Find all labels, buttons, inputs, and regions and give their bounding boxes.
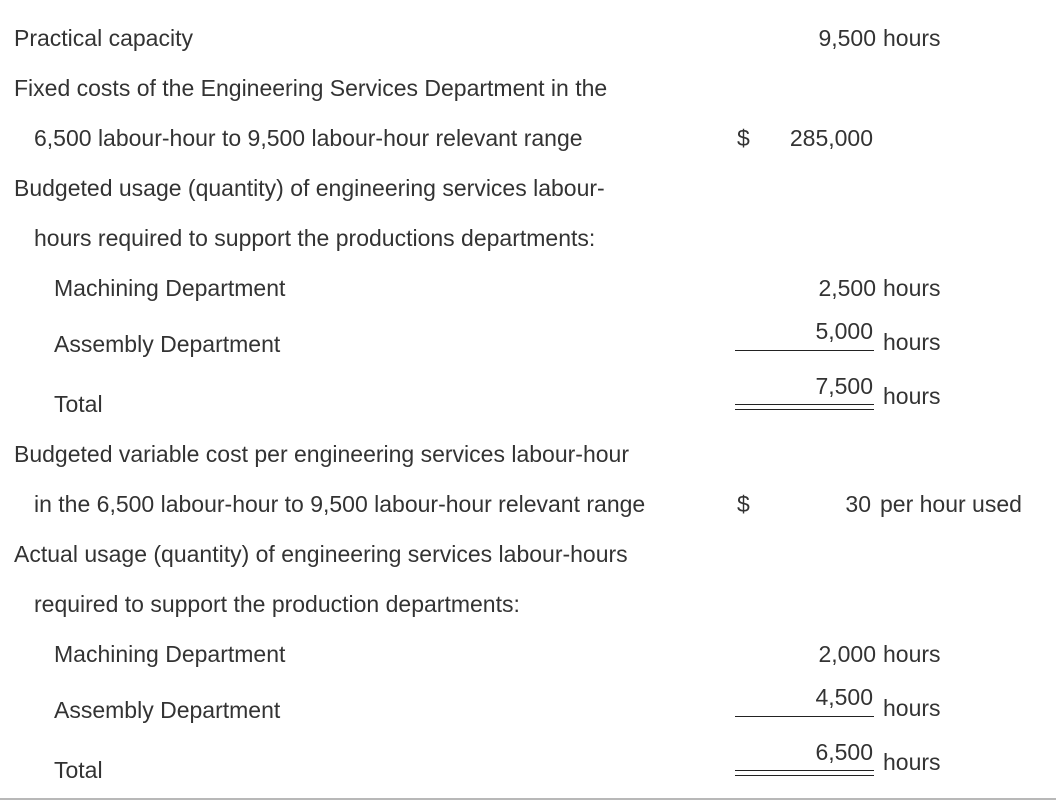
practical-capacity-unit: hours: [883, 25, 941, 51]
actual-usage-label-line2: required to support the production departments:: [34, 591, 520, 617]
budgeted-assembly-value: 5,000: [815, 318, 873, 344]
fixed-costs-value: 285,000: [789, 125, 873, 151]
budgeted-total-double-rule-bottom: [735, 409, 874, 410]
actual-total-value: 6,500: [815, 739, 873, 765]
variable-cost-unit: per hour used: [880, 491, 1022, 517]
variable-cost-value: 30: [845, 491, 871, 517]
page-bottom-border: [0, 798, 1056, 800]
fixed-costs-label-line1: Fixed costs of the Engineering Services Department in the: [14, 75, 608, 101]
practical-capacity-label: Practical capacity: [14, 25, 193, 51]
budgeted-machining-unit: hours: [883, 275, 941, 301]
budgeted-total-label: Total: [54, 391, 103, 417]
practical-capacity-value: 9,500: [818, 25, 876, 51]
actual-machining-value: 2,000: [818, 641, 876, 667]
fixed-costs-currency: $: [737, 125, 750, 151]
budgeted-usage-label-line1: Budgeted usage (quantity) of engineering services labour-: [14, 175, 605, 201]
variable-cost-currency: $: [737, 491, 750, 517]
actual-usage-label-line1: Actual usage (quantity) of engineering services labour-hours: [14, 541, 628, 567]
actual-total-label: Total: [54, 757, 103, 783]
actual-assembly-unit: hours: [883, 695, 941, 721]
budgeted-total-double-rule-top: [735, 404, 874, 405]
actual-total-unit: hours: [883, 749, 941, 775]
budgeted-machining-label: Machining Department: [54, 275, 286, 301]
budgeted-total-value: 7,500: [815, 373, 873, 399]
budgeted-subtotal-rule: [735, 350, 874, 351]
budgeted-machining-value: 2,500: [818, 275, 876, 301]
budgeted-usage-label-line2: hours required to support the productions departments:: [34, 225, 596, 251]
budgeted-assembly-unit: hours: [883, 329, 941, 355]
budgeted-total-unit: hours: [883, 383, 941, 409]
actual-subtotal-rule: [735, 716, 874, 717]
actual-assembly-label: Assembly Department: [54, 697, 281, 723]
actual-total-double-rule-top: [735, 770, 874, 771]
actual-total-double-rule-bottom: [735, 775, 874, 776]
budgeted-assembly-label: Assembly Department: [54, 331, 281, 357]
variable-cost-label-line1: Budgeted variable cost per engineering services labour-hour: [14, 441, 629, 467]
variable-cost-label-line2: in the 6,500 labour-hour to 9,500 labour-hour relevant range: [34, 491, 646, 517]
fixed-costs-label-line2: 6,500 labour-hour to 9,500 labour-hour relevant range: [34, 125, 583, 151]
actual-assembly-value: 4,500: [815, 684, 873, 710]
actual-machining-label: Machining Department: [54, 641, 286, 667]
actual-machining-unit: hours: [883, 641, 941, 667]
